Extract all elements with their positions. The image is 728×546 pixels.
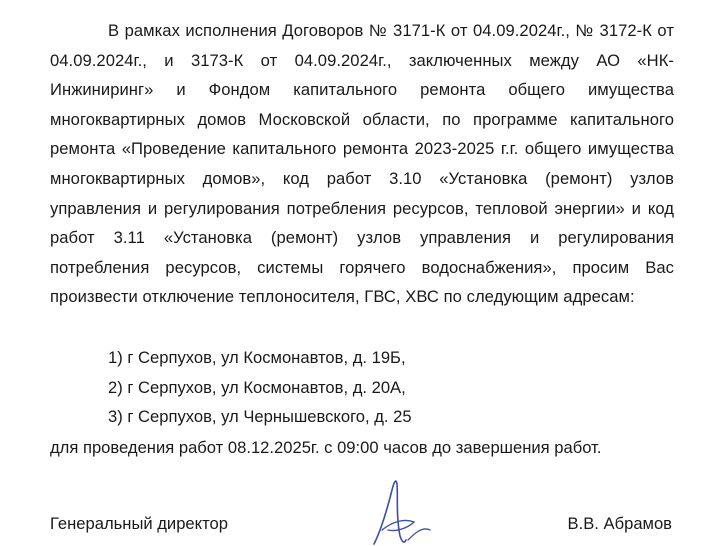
handwritten-signature xyxy=(352,470,442,546)
signature-stroke-tail xyxy=(408,529,430,540)
signer-name: В.В. Абрамов xyxy=(567,514,672,533)
address-list xyxy=(108,343,412,432)
signature-stroke-main xyxy=(374,481,406,544)
body-paragraph: В рамках исполнения Договоров № 3171-К от 04.09.2024г., № 3172-К от 04.09.2024г., и 3173-К от 04.09.2024г., заключенных между АО «НК-Инжиниринг» и Фондом капитального ремонта общего имущества многоквартирных домов Московской области, по программе капитального ремонта «Проведение капитального ремонта 2023-2025 г.г. общего имущества многоквартирных домов», код работ 3.10 «Установка (ремонт) узлов управления и регулирования потребления ресурсов, тепловой энергии» и код работ 3.11 «Установка (ремонт) узлов управления и регулирования потребления ресурсов, системы горячего водоснабжения», просим Вас произвести отключение теплоносителя, ГВС, ХВС по следующим адресам: xyxy=(50,21,674,307)
address-item-2: 2) г Серпухов, ул Космонавтов, д. 20А, xyxy=(108,377,406,397)
signer-position: Генеральный директор xyxy=(50,514,228,533)
address-item-3: 3) г Серпухов, ул Чернышевского, д. 25 xyxy=(108,407,412,427)
address-item-1: 1) г Серпухов, ул Космонавтов, д. 19Б, xyxy=(108,348,406,367)
closing-line: для проведения работ 08.12.2025г. с 09:00 часов до завершения работ. xyxy=(50,438,602,457)
